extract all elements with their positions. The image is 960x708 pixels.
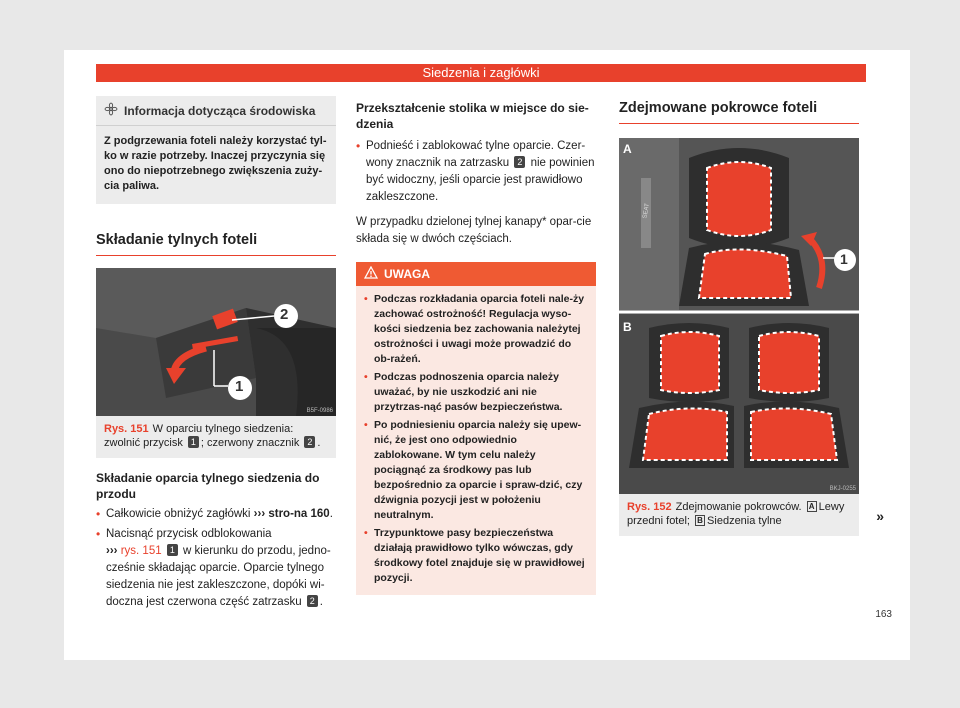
flower-icon [104, 102, 118, 119]
letter-b-badge: B [695, 515, 705, 526]
marker-1-badge-inline: 1 [167, 544, 178, 556]
manual-page [64, 50, 910, 660]
figure-152-marker-1: 1 [840, 251, 848, 267]
section-title-covers: Zdejmowane pokrowce foteli [619, 100, 859, 124]
environment-info-box [96, 96, 336, 204]
figure-151-caption-c: . [317, 437, 321, 449]
figure-152-label: Rys. 152 [627, 501, 672, 513]
fold-heading: Składanie oparcia tylnego siedzenia do przodu [96, 471, 320, 501]
figure-151-caption-b: ; czerwony znacznik [200, 437, 300, 449]
seat-belt-label: SEAT [642, 202, 651, 220]
warning-item: • Podczas rozkładania oparcia foteli nale-ży zachować ostrożność! Regulacja wyso-kości siedzenia bez zachowania należytej ostrożności i uwagi może prowadzić do ob-rażeń. [364, 292, 588, 367]
warning-body [356, 286, 596, 586]
figure-151-code: B5F-0986 [306, 408, 333, 414]
figure-152-code: BKJ-0255 [829, 486, 856, 492]
transform-bullet-1 [356, 138, 596, 206]
fold-bullet-2-end: . [319, 596, 323, 608]
transform-bullet-1-text-b: nie powinien być widoczny, jeśli oparcie jest prawidłowo zakleszczone. [366, 157, 595, 203]
warning-title: UWAGA [384, 267, 430, 281]
column-right [619, 96, 859, 536]
page-160-link[interactable]: ››› stro-na 160 [253, 508, 330, 520]
fold-bullet-2 [96, 526, 336, 611]
figure-151-marker-1: 1 [235, 378, 244, 395]
warning-box [356, 262, 596, 595]
figure-152-panel-a-label: A [623, 142, 632, 156]
letter-a-badge: A [807, 501, 817, 512]
column-middle [356, 96, 596, 595]
figure-151-image [96, 268, 336, 416]
figure-152-caption-b: Lewy przedni fotel; [627, 501, 845, 527]
figure-151-link[interactable]: rys. 151 [120, 545, 162, 557]
transform-paragraph: W przypadku dzielonej tylnej kanapy* opar-cie składa się w dwóch częściach. [356, 216, 592, 245]
figure-152-caption-c: Siedzenia tylne [707, 515, 782, 527]
transform-bullet-1-text-a: Podnieść i zablokować tylne oparcie. Czer-wony znacznik na zatrzasku [366, 140, 586, 169]
page-number: 163 [875, 609, 892, 620]
warning-item: • Podczas podnoszenia oparcia należy uważać, by nie uszkodzić ani nie przytrzas-nąć pasów bezpieczeństwa. [364, 370, 588, 415]
figure-152-caption-a: Zdejmowanie pokrowców. [675, 501, 802, 513]
environment-info-title: Informacja dotycząca środowiska [124, 103, 316, 118]
continue-marker: » [876, 508, 884, 524]
figure-152-caption [619, 494, 859, 536]
warning-item: • Trzypunktowe pasy bezpieczeństwa działają prawidłowo tylko wówczas, gdy środkowy fotel znajduje się w prawidłowej pozycji. [364, 526, 588, 586]
marker-2-badge: 2 [304, 436, 315, 448]
marker-2-badge-transform: 2 [514, 156, 525, 168]
marker-2-badge-inline: 2 [307, 595, 318, 607]
figure-152-image [619, 138, 859, 494]
figure-151-label: Rys. 151 [104, 423, 149, 435]
fold-bullet-2-text-b: w kierunku do przodu, jedno-cześnie składając oparcie. Oparcie tylnego siedzenia nie jest zakleszczone, dopóki wi-doczna jest czerwona część zatrzasku [106, 545, 331, 608]
section-title-folding: Składanie tylnych foteli [96, 232, 336, 256]
marker-1-badge: 1 [188, 436, 199, 448]
warning-header [356, 262, 596, 286]
figure-151-marker-2: 2 [280, 306, 289, 323]
figure-151-caption [96, 416, 336, 458]
fold-bullet-1 [96, 506, 336, 523]
fold-bullet-2-text-a: Nacisnąć przycisk odblokowania [106, 528, 272, 540]
fold-bullet-1-text: Całkowicie obniżyć zagłówki [106, 508, 251, 520]
section-header: Siedzenia i zagłówki [96, 64, 866, 82]
warning-item: • Po podniesieniu oparcia należy się upew-nić, że jest ono odpowiednio zablokowane. W tym celu należy pociągnąć za środkowy pas lub bezpośrednio za oparcie i spraw-dzić, czy dźwignia pozycji jest w położeniu neutralnym. [364, 418, 588, 523]
figure-152-panel-b-label: B [623, 320, 632, 334]
fold-bullet-1-end: . [329, 508, 333, 520]
environment-info-text: Z podgrzewania foteli należy korzystać tyl-ko w razie potrzeby. Inaczej przyczynia się ono do niepotrzebnego zwiększenia zuży-cia paliwa. [104, 135, 327, 192]
figure-151-caption-a: W oparciu tylnego siedzenia: zwolnić przycisk [104, 423, 294, 449]
column-left [96, 96, 336, 611]
environment-info-header [96, 96, 336, 126]
chevron-reference-icon: ››› [106, 545, 118, 557]
transform-heading: Przekształcenie stolika w miejsce do sie-dzenia [356, 101, 589, 131]
warning-triangle-icon [364, 266, 378, 282]
